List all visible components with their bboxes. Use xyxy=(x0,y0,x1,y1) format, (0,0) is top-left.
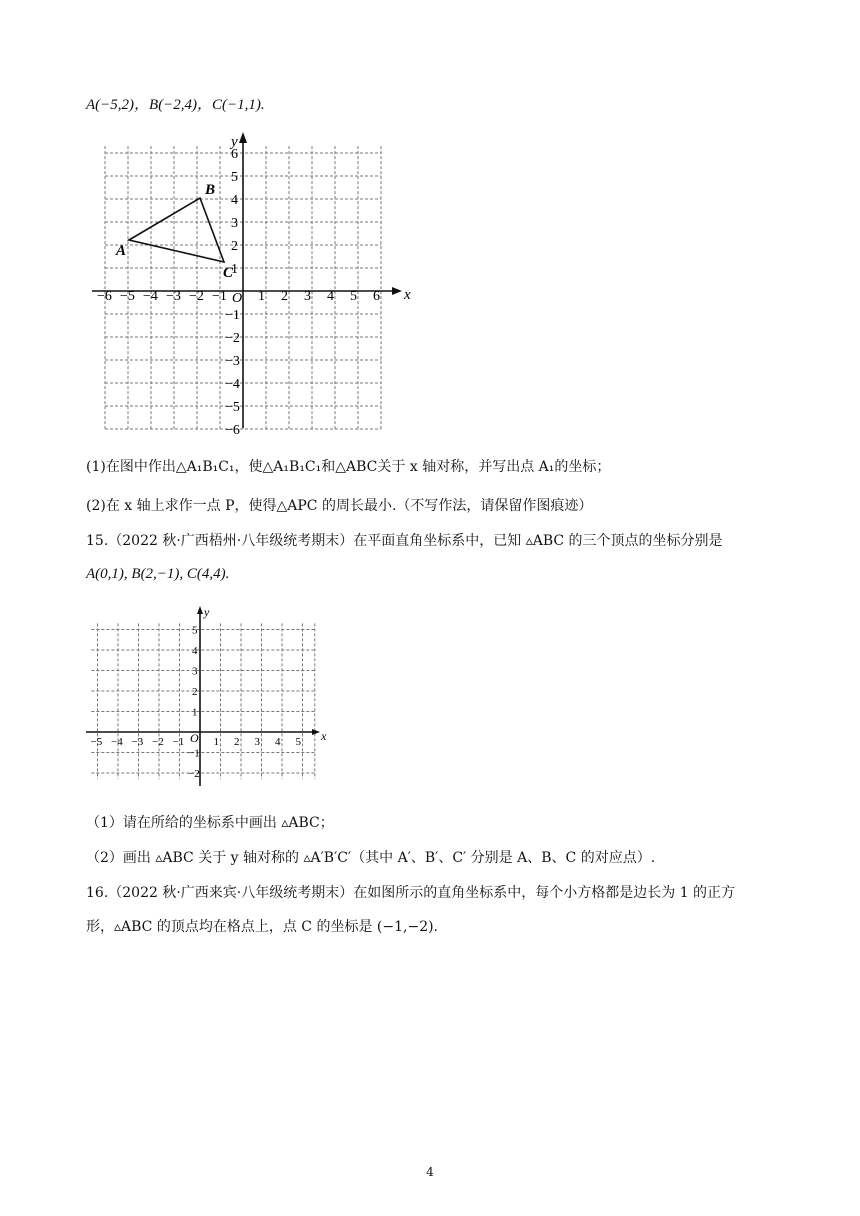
q15-question-line2: A(0,1), B(2,−1), C(4,4). xyxy=(86,566,230,582)
origin-label: O xyxy=(232,291,243,306)
fig2-y-tick: 2 xyxy=(192,686,198,698)
figure-1-coordinate-grid xyxy=(0,0,860,440)
q16-question-line2: 形，▵ABC 的顶点均在格点上，点 C 的坐标是 (−1,−2). xyxy=(86,919,439,935)
page-number: 4 xyxy=(426,1165,434,1179)
fig2-y-tick: −2 xyxy=(188,768,200,780)
fig1-y-tick: −4 xyxy=(225,377,240,392)
q15-part1: （1）请在所给的坐标系中画出 ▵ABC； xyxy=(86,815,334,831)
fig1-x-tick: −4 xyxy=(143,289,158,304)
point-b-label: B xyxy=(205,182,216,198)
fig2-x-tick: 3 xyxy=(254,736,260,748)
fig2-y-tick: 1 xyxy=(192,706,198,719)
fig1-x-tick: 2 xyxy=(281,289,288,304)
x-axis-label: x xyxy=(404,287,411,303)
fig2-x-tick: −5 xyxy=(90,736,103,748)
fig2-y-tick: 3 xyxy=(192,665,198,678)
fig2-y-tick: −1 xyxy=(188,747,200,760)
fig1-x-tick: −1 xyxy=(212,289,227,304)
triangle-abc xyxy=(129,198,224,262)
fig2-x-tick: 4 xyxy=(275,736,281,748)
fig1-y-tick: 5 xyxy=(231,170,238,185)
fig1-x-tick: 3 xyxy=(304,289,311,304)
q14-part1: (1)在图中作出△A₁B₁C₁，使△A₁B₁C₁和△ABC关于 x 轴对称，并写出点 A₁的坐标； xyxy=(86,459,611,475)
point-c-label: C xyxy=(223,265,234,281)
fig1-y-tick: 6 xyxy=(231,147,238,162)
fig1-y-tick: −2 xyxy=(225,331,240,346)
fig1-y-tick: −5 xyxy=(225,400,240,415)
fig1-y-tick: −6 xyxy=(225,423,240,438)
fig1-y-tick: 2 xyxy=(231,239,238,254)
fig2-x-tick: −4 xyxy=(111,736,123,748)
fig2-x-axis-label: x xyxy=(321,729,327,743)
fig2-x-tick: 5 xyxy=(295,736,301,748)
fig2-x-tick: −1 xyxy=(172,736,185,748)
fig1-y-tick: 1 xyxy=(231,262,238,277)
fig2-x-tick: 2 xyxy=(234,736,240,748)
fig2-x-tick: −3 xyxy=(131,736,144,748)
fig2-y-tick: 5 xyxy=(192,624,198,637)
top-coords-line: A(−5,2)，B(−2,4)，C(−1,1). xyxy=(86,97,265,113)
fig1-x-tick: 1 xyxy=(258,289,265,304)
fig1-x-tick: 4 xyxy=(327,289,334,304)
fig1-y-tick: 4 xyxy=(231,193,238,208)
q15-question-line1: 15.（2022 秋·广西梧州·八年级统考期末）在平面直角坐标系中，已知 ▵ABC 的三个顶点的坐标分别是 xyxy=(86,533,723,549)
fig1-x-tick: −6 xyxy=(97,289,112,304)
y-axis-label: y xyxy=(231,134,238,150)
fig2-y-tick: 4 xyxy=(192,645,198,657)
point-a-label: A xyxy=(116,243,127,259)
q16-question-line1: 16.（2022 秋·广西来宾·八年级统考期末）在如图所示的直角坐标系中，每个小方格都是边长为 1 的正方 xyxy=(86,885,736,901)
figure-2-coordinate-grid xyxy=(0,600,860,800)
fig1-x-tick: −3 xyxy=(166,289,181,304)
fig2-x-tick: −2 xyxy=(152,736,164,748)
fig1-y-tick: −1 xyxy=(225,308,240,323)
q15-part2: （2）画出 ▵ABC 关于 y 轴对称的 ▵A′B′C′（其中 A′、B′、C′ 分别是 A、B、C 的对应点）. xyxy=(86,850,656,866)
fig1-x-tick: 6 xyxy=(373,289,380,304)
fig1-y-tick: −3 xyxy=(225,354,240,369)
q14-part2: (2)在 x 轴上求作一点 P，使得△APC 的周长最小.（不写作法，请保留作图痕迹） xyxy=(86,498,593,514)
fig1-y-tick: 3 xyxy=(231,216,238,231)
fig1-x-tick: −5 xyxy=(120,289,135,304)
fig1-x-tick: −2 xyxy=(189,289,204,304)
figure-2-tick-labels xyxy=(91,625,302,781)
fig2-x-tick: 1 xyxy=(213,736,219,748)
fig2-y-axis-label: y xyxy=(204,605,210,619)
fig2-origin-label: O xyxy=(190,731,199,745)
fig1-x-tick: 5 xyxy=(350,289,357,304)
